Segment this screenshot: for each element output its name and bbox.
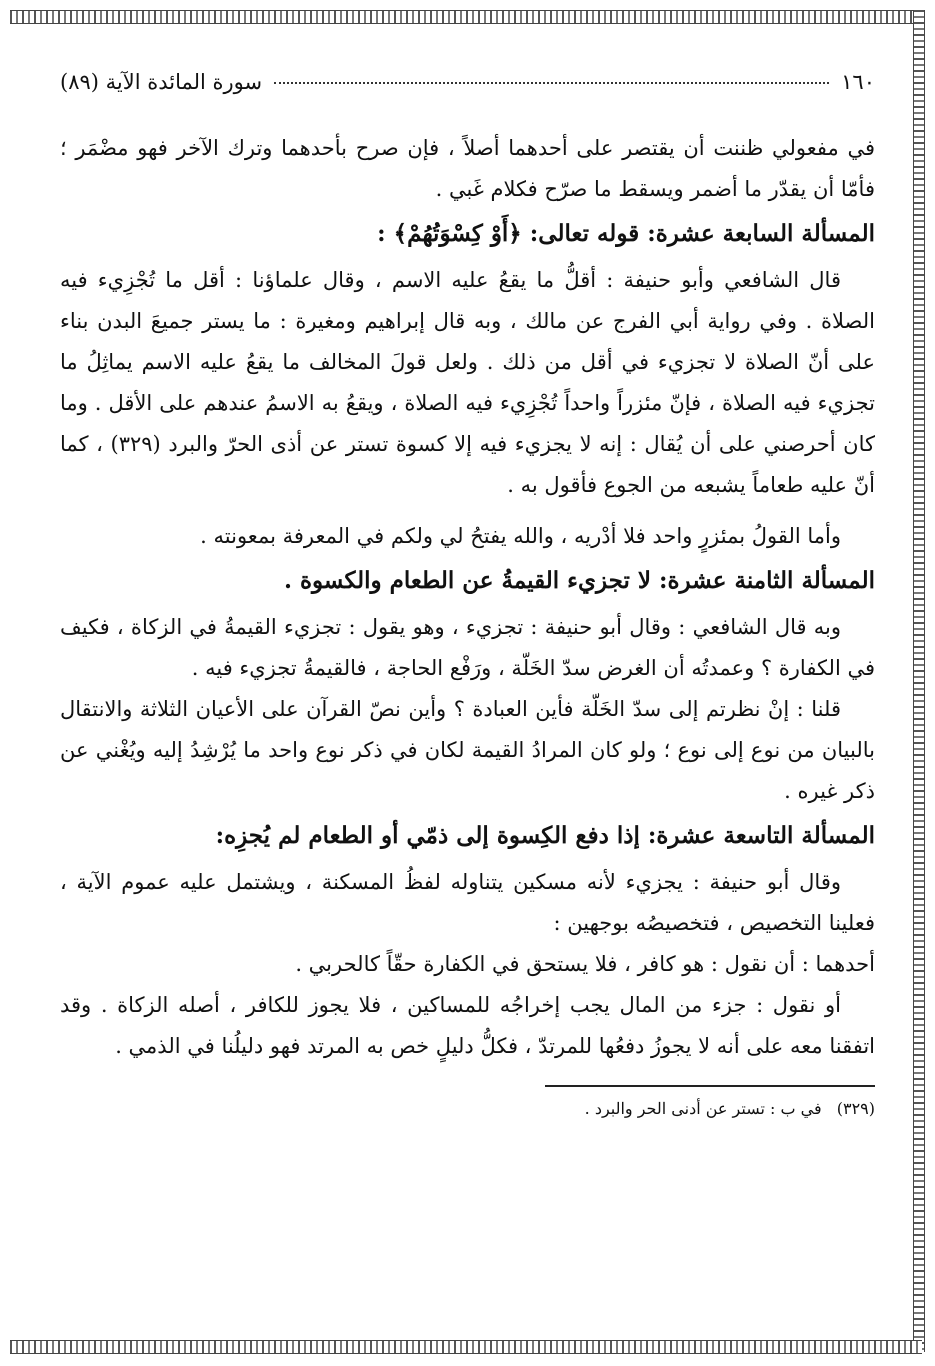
section-heading-17: المسألة السابعة عشرة: قوله تعالى: ﴿أَوْ كِسْوَتُهُمْ﴾ :	[377, 220, 875, 247]
header-leader-dots	[274, 81, 829, 84]
paragraph-7: أحدهما : أن نقول : هو كافر ، فلا يستحق في الكفارة حقّاً كالحربي .	[295, 952, 875, 976]
section-heading-18: المسألة الثامنة عشرة: لا تجزيء القيمةُ عن الطعام والكسوة .	[283, 567, 875, 594]
paragraph-8: أو نقول : جزء من المال يجب إخراجُه للمساكين ، فلا يجوز للكافر ، أصله الزكاة . وقد اتفقنا معه على أنه لا يجوزُ دفعُها للمرتدّ ، فكلُّ دليلٍ خص به المرتد فهو دليلُنا في الذمي .	[60, 993, 875, 1058]
page-content	[60, 62, 875, 1322]
ornamental-border-right	[913, 10, 925, 1352]
footnote	[60, 1097, 875, 1121]
footnote-number: (٣٢٩)	[836, 1099, 875, 1118]
footnote-text: في ب : تستر عن أدنى الحر والبرد .	[584, 1099, 822, 1118]
paragraph-4: وبه قال الشافعي : وقال أبو حنيفة : تجزيء ، وهو يقول : تجزيء القيمةُ في الزكاة ، فكيف في الكفارة ؟ وعمدتُه أن الغرض سدّ الخَلّة ، ورَفْع الحاجة ، فالقيمةُ تجزيء فيه .	[60, 615, 875, 680]
section-heading-19: المسألة التاسعة عشرة: إذا دفع الكِسوة إلى ذمّي أو الطعام لم يُجزِه:	[215, 822, 875, 849]
paragraph-2: قال الشافعي وأبو حنيفة : أقلُّ ما يقعُ عليه الاسم ، وقال علماؤنا : أقل ما تُجْزِيء فيه الصلاة . وفي رواية أبي الفرج عن مالك ، وبه قال إبراهيم ومغيرة : ما يستر جميعَ البدن بناء على أنّ الصلاة لا تجزيء في أقل من ذلك . ولعل قولَ المخالف ما يقعُ عليه الاسم يماثِلُ ما تجزيء فيه الصلاة ، فإنّ مئزراً واحداً تُجْزِيء فيه الصلاة ، ويقعُ به الاسمُ عندهم على الأقل . وما كان أحرصني على أن يُقال : إنه لا يجزيء فيه إلا كسوة تستر عن أذى الحرّ والبرد (٣٢٩) ، كما أنّ عليه طعاماً يشبعه من الجوع فأقول به .	[60, 268, 875, 497]
spacer	[60, 506, 875, 516]
page-number: ١٦٠	[841, 70, 875, 94]
running-title: سورة المائدة الآية (٨٩)	[60, 70, 263, 94]
ornamental-border-bottom	[10, 1340, 922, 1354]
paragraph-1: في مفعولي ظننت أن يقتصر على أحدهما أصلاً ، فإن صرح بأحدهما وترك الآخر فهو مضْمَر ؛ فأمّا أن يقدّر ما أضمر ويسقط ما صرّح فكلام غَبي .	[60, 136, 875, 201]
paragraph-6: وقال أبو حنيفة : يجزيء لأنه مسكين يتناوله لفظُ المسكنة ، ويشتمل عليه عموم الآية ، فعلينا التخصيص ، فتخصيصُه بوجهين :	[60, 870, 875, 935]
running-header	[60, 62, 875, 102]
ornamental-border-top	[10, 10, 922, 24]
paragraph-3: وأما القولُ بمئزرٍ واحد فلا أدْريه ، والله يفتحُ لي ولكم في المعرفة بمعونته .	[200, 524, 841, 548]
footnote-rule	[545, 1085, 875, 1087]
paragraph-5: قلنا : إنْ نظرتم إلى سدّ الخَلّة فأين العبادة ؟ وأين نصّ القرآن على الأعيان الثلاثة والانتقال بالبيان من نوع إلى نوع ؛ ولو كان المرادُ القيمة لكان في ذكر نوع واحد ما يُرْشِدُ إليه ويُغْني عن ذكر غيره .	[60, 697, 875, 803]
